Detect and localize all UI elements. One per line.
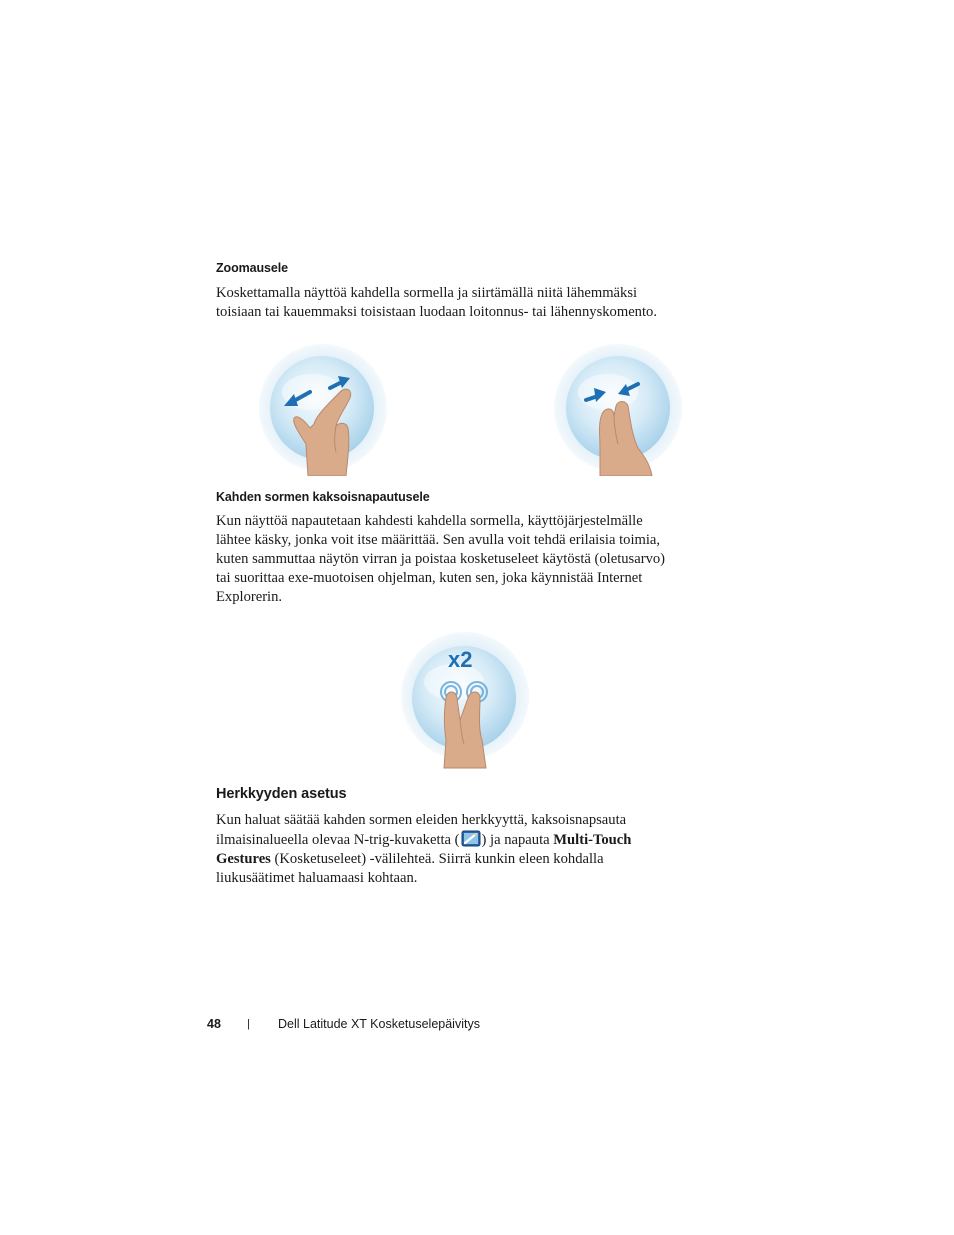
gestures-bold: Gestures: [216, 851, 271, 867]
footer-separator: |: [247, 1018, 250, 1030]
zoom-paragraph: [216, 284, 716, 322]
double-tap-line-4: tai suorittaa exe-muotoisen ohjelman, kuten sen, joka käynnistää Internet: [216, 570, 643, 586]
double-tap-paragraph: [216, 512, 716, 607]
double-tap-line-5: Explorerin.: [216, 589, 283, 605]
multi-touch-bold: Multi-Touch: [553, 832, 632, 848]
footer-title: Dell Latitude XT Kosketuselepäivitys: [278, 1017, 480, 1031]
zoom-line-1: Koskettamalla näyttöä kahdella sormella ja siirtämällä niitä lähemmäksi: [216, 285, 638, 301]
double-tap-heading: Kahden sormen kaksoisnapautusele: [216, 490, 430, 504]
zoom-heading: Zoomausele: [216, 261, 288, 275]
double-tap-line-1: Kun näyttöä napautetaan kahdesti kahdella sormella, käyttöjärjestelmälle: [216, 513, 643, 529]
zoom-out-gesture-icon: [256, 344, 390, 476]
sensitivity-paragraph: [216, 811, 716, 888]
sensitivity-heading: Herkkyyden asetus: [216, 786, 347, 802]
zoom-in-gesture-icon: [552, 344, 686, 476]
double-tap-gesture-icon: [398, 630, 532, 770]
sensitivity-line-2: ilmaisinalueella olevaa N-trig-kuvaketta ( ) ja napauta Multi-Touch: [216, 832, 632, 848]
sensitivity-line-3: Gestures (Kosketuseleet) -välilehteä. Siirrä kunkin eleen kohdalla: [216, 851, 604, 867]
page-number: 48: [207, 1017, 221, 1031]
n-trig-icon: [461, 830, 481, 847]
sensitivity-line-4: liukusäätimet haluamaasi kohtaan.: [216, 870, 418, 886]
double-tap-line-2: lähtee käsky, jonka voit itse määrittää. Sen avulla voit tehdä erilaisia toimia,: [216, 532, 661, 548]
zoom-line-2: toisiaan tai kauemmaksi toisistaan luodaan loitonnus- tai lähennyskomento.: [216, 304, 657, 320]
double-tap-line-3: kuten sammuttaa näytön virran ja poistaa kosketuseleet käytöstä (oletusarvo): [216, 551, 666, 567]
tap-count-label: x2: [448, 647, 473, 672]
sensitivity-line-1: Kun haluat säätää kahden sormen eleiden herkkyyttä, kaksoisnapsauta: [216, 812, 627, 828]
